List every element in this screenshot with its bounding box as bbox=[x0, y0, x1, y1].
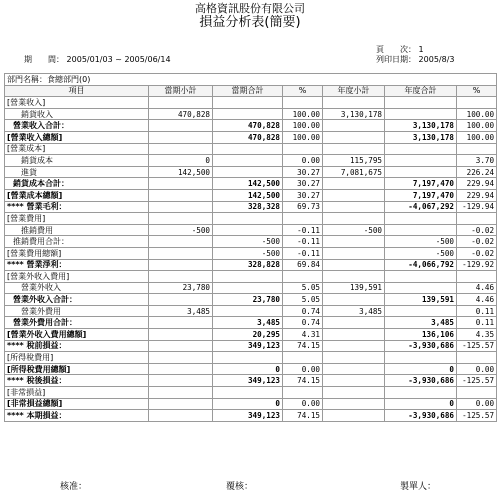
row-label: [非常損益總額] bbox=[5, 398, 149, 410]
cell-period-total bbox=[213, 282, 283, 294]
cell-period-total bbox=[213, 213, 283, 225]
cell-year-subtotal bbox=[323, 317, 385, 329]
cell-period-subtotal bbox=[149, 97, 213, 109]
cell-year-total: 3,130,178 bbox=[385, 131, 457, 143]
cell-year-subtotal bbox=[323, 410, 385, 422]
row-label: **** 本期損益： bbox=[5, 410, 149, 422]
cell-year-percent: -0.02 bbox=[457, 247, 497, 259]
col-header-period-total: 當期合計 bbox=[213, 85, 283, 97]
dept-name: 部門名稱：食總部門(0) bbox=[5, 74, 497, 86]
cell-period-subtotal: 142,500 bbox=[149, 166, 213, 178]
cell-year-percent: 229.94 bbox=[457, 189, 497, 201]
row-label: 推銷費用合計： bbox=[5, 236, 149, 248]
cell-period-total bbox=[213, 271, 283, 283]
cell-year-total: 0 bbox=[385, 363, 457, 375]
cell-year-subtotal bbox=[323, 97, 385, 109]
dept-row bbox=[5, 74, 497, 86]
row-label: [營業費用] bbox=[5, 213, 149, 225]
cell-period-subtotal bbox=[149, 317, 213, 329]
table-row bbox=[5, 247, 497, 259]
row-label: [非常損益] bbox=[5, 387, 149, 399]
cell-period-percent bbox=[283, 97, 323, 109]
cell-period-subtotal bbox=[149, 143, 213, 155]
row-label: 營業外收入合計： bbox=[5, 294, 149, 306]
cell-period-subtotal bbox=[149, 259, 213, 271]
table-row bbox=[5, 259, 497, 271]
cell-year-subtotal bbox=[323, 131, 385, 143]
period-info bbox=[24, 55, 171, 65]
row-label: [所得稅費用總額] bbox=[5, 363, 149, 375]
row-label: 營業收入合計： bbox=[5, 120, 149, 132]
print-date-label: 列印日期： bbox=[376, 55, 416, 64]
cell-year-percent bbox=[457, 143, 497, 155]
cell-year-total: 139,591 bbox=[385, 294, 457, 306]
cell-period-total bbox=[213, 387, 283, 399]
cell-year-subtotal bbox=[323, 294, 385, 306]
row-label: [營業收入] bbox=[5, 97, 149, 109]
cell-year-subtotal bbox=[323, 329, 385, 341]
cell-year-total bbox=[385, 224, 457, 236]
table-row bbox=[5, 155, 497, 167]
cell-period-percent: 5.05 bbox=[283, 282, 323, 294]
cell-period-percent bbox=[283, 143, 323, 155]
print-date-info bbox=[376, 55, 454, 65]
cell-period-subtotal bbox=[149, 236, 213, 248]
cell-year-total: 3,485 bbox=[385, 317, 457, 329]
cell-year-total: 7,197,470 bbox=[385, 189, 457, 201]
cell-year-total: 136,106 bbox=[385, 329, 457, 341]
row-label: [營業外收入費用] bbox=[5, 271, 149, 283]
cell-year-subtotal bbox=[323, 259, 385, 271]
cell-year-subtotal bbox=[323, 247, 385, 259]
cell-period-subtotal: 470,828 bbox=[149, 108, 213, 120]
row-label: 銷貨收入 bbox=[5, 108, 149, 120]
page-label: 頁 次： bbox=[376, 45, 416, 54]
cell-year-percent: 0.00 bbox=[457, 363, 497, 375]
table-row bbox=[5, 189, 497, 201]
cell-period-total bbox=[213, 97, 283, 109]
report-title: 損益分析表(簡要) bbox=[199, 15, 301, 30]
cell-year-percent: -0.02 bbox=[457, 224, 497, 236]
period-value: 2005/01/03 ~ 2005/06/14 bbox=[66, 55, 171, 64]
column-header-row bbox=[5, 85, 497, 97]
profit-loss-table bbox=[4, 73, 497, 422]
cell-period-subtotal: 0 bbox=[149, 155, 213, 167]
table-row bbox=[5, 305, 497, 317]
table-row bbox=[5, 352, 497, 364]
cell-year-total bbox=[385, 108, 457, 120]
row-label: [營業費用總額] bbox=[5, 247, 149, 259]
table-row bbox=[5, 340, 497, 352]
col-header-year-subtotal: 年度小計 bbox=[323, 85, 385, 97]
cell-year-subtotal bbox=[323, 340, 385, 352]
cell-year-total bbox=[385, 305, 457, 317]
cell-year-total bbox=[385, 97, 457, 109]
table-row bbox=[5, 282, 497, 294]
cell-period-subtotal bbox=[149, 363, 213, 375]
cell-period-percent: 100.00 bbox=[283, 120, 323, 132]
cell-year-subtotal: 115,795 bbox=[323, 155, 385, 167]
cell-year-total bbox=[385, 213, 457, 225]
cell-year-percent: 229.94 bbox=[457, 178, 497, 190]
cell-period-subtotal: 23,780 bbox=[149, 282, 213, 294]
cell-year-total: -4,066,792 bbox=[385, 259, 457, 271]
cell-year-total: -500 bbox=[385, 247, 457, 259]
cell-period-total bbox=[213, 305, 283, 317]
cell-period-total: 142,500 bbox=[213, 178, 283, 190]
cell-period-subtotal bbox=[149, 271, 213, 283]
cell-year-percent: 0.11 bbox=[457, 305, 497, 317]
cell-period-total: -500 bbox=[213, 236, 283, 248]
cell-period-total: 328,328 bbox=[213, 201, 283, 213]
cell-period-total: 349,123 bbox=[213, 410, 283, 422]
cell-year-total bbox=[385, 387, 457, 399]
table-row bbox=[5, 375, 497, 387]
cell-year-percent bbox=[457, 271, 497, 283]
cell-period-total: 20,295 bbox=[213, 329, 283, 341]
cell-period-total: 142,500 bbox=[213, 189, 283, 201]
cell-year-percent: 100.00 bbox=[457, 131, 497, 143]
row-label: 銷貨成本合計： bbox=[5, 178, 149, 190]
cell-period-total: 0 bbox=[213, 398, 283, 410]
cell-year-subtotal: -500 bbox=[323, 224, 385, 236]
cell-period-percent: 0.74 bbox=[283, 305, 323, 317]
cell-period-percent: 100.00 bbox=[283, 108, 323, 120]
row-label: [營業收入總額] bbox=[5, 131, 149, 143]
row-label: [營業成本] bbox=[5, 143, 149, 155]
cell-period-percent: 100.00 bbox=[283, 131, 323, 143]
cell-period-total: 470,828 bbox=[213, 120, 283, 132]
cell-period-total: 328,828 bbox=[213, 259, 283, 271]
cell-period-subtotal bbox=[149, 120, 213, 132]
cell-year-subtotal bbox=[323, 271, 385, 283]
table-row bbox=[5, 398, 497, 410]
table-row bbox=[5, 387, 497, 399]
row-label: [所得稅費用] bbox=[5, 352, 149, 364]
cell-year-total: -500 bbox=[385, 236, 457, 248]
cell-year-total: 7,197,470 bbox=[385, 178, 457, 190]
cell-period-percent: 0.74 bbox=[283, 317, 323, 329]
table-row bbox=[5, 363, 497, 375]
cell-period-total: -500 bbox=[213, 247, 283, 259]
table-row bbox=[5, 236, 497, 248]
cell-period-subtotal bbox=[149, 178, 213, 190]
cell-year-total: -3,930,686 bbox=[385, 410, 457, 422]
cell-year-subtotal bbox=[323, 352, 385, 364]
cell-year-subtotal: 3,130,178 bbox=[323, 108, 385, 120]
page-info bbox=[376, 45, 424, 55]
row-label: **** 營業毛利： bbox=[5, 201, 149, 213]
cell-period-total: 23,780 bbox=[213, 294, 283, 306]
row-label: 營業外費用合計： bbox=[5, 317, 149, 329]
cell-year-total: -3,930,686 bbox=[385, 340, 457, 352]
cell-year-percent: -125.57 bbox=[457, 375, 497, 387]
cell-year-subtotal bbox=[323, 375, 385, 387]
cell-period-percent: 30.27 bbox=[283, 189, 323, 201]
print-date-value: 2005/8/3 bbox=[418, 55, 455, 64]
cell-year-total: -3,930,686 bbox=[385, 375, 457, 387]
table-body bbox=[5, 97, 497, 422]
cell-period-total: 349,123 bbox=[213, 375, 283, 387]
table-row bbox=[5, 224, 497, 236]
cell-period-total bbox=[213, 155, 283, 167]
cell-period-percent bbox=[283, 213, 323, 225]
col-header-year-total: 年度合計 bbox=[385, 85, 457, 97]
cell-period-subtotal bbox=[149, 294, 213, 306]
table-row bbox=[5, 120, 497, 132]
row-label: **** 稅後損益： bbox=[5, 375, 149, 387]
row-label: 銷貨成本 bbox=[5, 155, 149, 167]
cell-period-percent: 4.31 bbox=[283, 329, 323, 341]
row-label: **** 稅前損益： bbox=[5, 340, 149, 352]
cell-year-percent: -0.02 bbox=[457, 236, 497, 248]
col-header-period-percent: % bbox=[283, 85, 323, 97]
table-row bbox=[5, 329, 497, 341]
cell-year-percent bbox=[457, 97, 497, 109]
cell-period-subtotal: -500 bbox=[149, 224, 213, 236]
cell-period-percent bbox=[283, 387, 323, 399]
cell-year-subtotal: 139,591 bbox=[323, 282, 385, 294]
cell-period-subtotal bbox=[149, 398, 213, 410]
cell-period-percent: 0.00 bbox=[283, 398, 323, 410]
cell-year-total bbox=[385, 143, 457, 155]
cell-year-percent: 0.00 bbox=[457, 398, 497, 410]
cell-year-total: 3,130,178 bbox=[385, 120, 457, 132]
cell-period-percent: 0.00 bbox=[283, 155, 323, 167]
cell-period-percent: -0.11 bbox=[283, 247, 323, 259]
cell-period-percent: 0.00 bbox=[283, 363, 323, 375]
cell-period-percent: 69.84 bbox=[283, 259, 323, 271]
table-row bbox=[5, 97, 497, 109]
cell-period-total: 349,123 bbox=[213, 340, 283, 352]
cell-period-percent: 74.15 bbox=[283, 375, 323, 387]
cell-period-percent: -0.11 bbox=[283, 236, 323, 248]
cell-period-subtotal bbox=[149, 213, 213, 225]
cell-year-percent bbox=[457, 352, 497, 364]
col-header-item: 項目 bbox=[5, 85, 149, 97]
cell-period-total: 0 bbox=[213, 363, 283, 375]
page-value: 1 bbox=[418, 45, 424, 54]
row-label: 推銷費用 bbox=[5, 224, 149, 236]
cell-year-subtotal bbox=[323, 387, 385, 399]
cell-year-percent: 100.00 bbox=[457, 120, 497, 132]
table-row bbox=[5, 108, 497, 120]
cell-year-percent: 3.70 bbox=[457, 155, 497, 167]
review-signature: 覆核： bbox=[226, 482, 254, 492]
cell-year-subtotal bbox=[323, 189, 385, 201]
period-label: 期 間： bbox=[24, 55, 64, 64]
table-row bbox=[5, 178, 497, 190]
table-row bbox=[5, 143, 497, 155]
cell-year-percent: 226.24 bbox=[457, 166, 497, 178]
cell-period-subtotal: 3,485 bbox=[149, 305, 213, 317]
cell-year-subtotal bbox=[323, 213, 385, 225]
table-row bbox=[5, 294, 497, 306]
cell-period-total: 3,485 bbox=[213, 317, 283, 329]
cell-year-subtotal: 3,485 bbox=[323, 305, 385, 317]
cell-year-percent: -125.57 bbox=[457, 340, 497, 352]
cell-period-total bbox=[213, 224, 283, 236]
cell-year-total bbox=[385, 155, 457, 167]
cell-period-subtotal bbox=[149, 387, 213, 399]
cell-period-subtotal bbox=[149, 352, 213, 364]
row-label: [營業外收入費用總額] bbox=[5, 329, 149, 341]
table-row bbox=[5, 166, 497, 178]
cell-period-subtotal bbox=[149, 131, 213, 143]
cell-period-percent: -0.11 bbox=[283, 224, 323, 236]
row-label: **** 營業淨利： bbox=[5, 259, 149, 271]
cell-period-total bbox=[213, 166, 283, 178]
cell-year-percent: -125.57 bbox=[457, 410, 497, 422]
cell-year-total bbox=[385, 271, 457, 283]
cell-year-subtotal bbox=[323, 120, 385, 132]
cell-period-total bbox=[213, 108, 283, 120]
cell-year-percent: -129.92 bbox=[457, 259, 497, 271]
table-row bbox=[5, 317, 497, 329]
cell-period-percent: 74.15 bbox=[283, 340, 323, 352]
cell-year-total bbox=[385, 352, 457, 364]
cell-year-subtotal bbox=[323, 236, 385, 248]
table-row bbox=[5, 271, 497, 283]
cell-year-total: -4,067,292 bbox=[385, 201, 457, 213]
cell-year-subtotal: 7,081,675 bbox=[323, 166, 385, 178]
cell-year-subtotal bbox=[323, 363, 385, 375]
cell-year-percent: 0.11 bbox=[457, 317, 497, 329]
cell-period-total bbox=[213, 143, 283, 155]
cell-period-percent: 5.05 bbox=[283, 294, 323, 306]
table-row bbox=[5, 213, 497, 225]
cell-year-subtotal bbox=[323, 398, 385, 410]
cell-period-subtotal bbox=[149, 410, 213, 422]
cell-period-percent bbox=[283, 352, 323, 364]
cell-year-total: 0 bbox=[385, 398, 457, 410]
prepared-by-signature: 製單人： bbox=[400, 482, 437, 492]
cell-year-total bbox=[385, 166, 457, 178]
col-header-period-subtotal: 當期小計 bbox=[149, 85, 213, 97]
cell-period-subtotal bbox=[149, 201, 213, 213]
cell-period-subtotal bbox=[149, 247, 213, 259]
table-row bbox=[5, 201, 497, 213]
cell-year-percent: 4.35 bbox=[457, 329, 497, 341]
col-header-year-percent: % bbox=[457, 85, 497, 97]
cell-year-subtotal bbox=[323, 143, 385, 155]
cell-year-subtotal bbox=[323, 201, 385, 213]
approve-signature: 核准： bbox=[60, 482, 88, 492]
row-label: 進貨 bbox=[5, 166, 149, 178]
company-name: 高格資訊股份有限公司 bbox=[195, 2, 305, 15]
cell-year-percent: 100.00 bbox=[457, 108, 497, 120]
cell-period-percent: 30.27 bbox=[283, 166, 323, 178]
cell-year-percent: 4.46 bbox=[457, 294, 497, 306]
row-label: 營業外費用 bbox=[5, 305, 149, 317]
table-row bbox=[5, 410, 497, 422]
cell-year-subtotal bbox=[323, 178, 385, 190]
table-row bbox=[5, 131, 497, 143]
cell-year-percent bbox=[457, 387, 497, 399]
cell-year-total bbox=[385, 282, 457, 294]
cell-year-percent: -129.94 bbox=[457, 201, 497, 213]
cell-period-total: 470,828 bbox=[213, 131, 283, 143]
cell-period-subtotal bbox=[149, 329, 213, 341]
cell-year-percent: 4.46 bbox=[457, 282, 497, 294]
cell-period-total bbox=[213, 352, 283, 364]
cell-year-percent bbox=[457, 213, 497, 225]
cell-period-subtotal bbox=[149, 340, 213, 352]
cell-period-percent: 30.27 bbox=[283, 178, 323, 190]
row-label: 營業外收入 bbox=[5, 282, 149, 294]
cell-period-subtotal bbox=[149, 189, 213, 201]
cell-period-percent: 69.73 bbox=[283, 201, 323, 213]
cell-period-percent bbox=[283, 271, 323, 283]
row-label: [營業成本總額] bbox=[5, 189, 149, 201]
cell-period-subtotal bbox=[149, 375, 213, 387]
cell-period-percent: 74.15 bbox=[283, 410, 323, 422]
